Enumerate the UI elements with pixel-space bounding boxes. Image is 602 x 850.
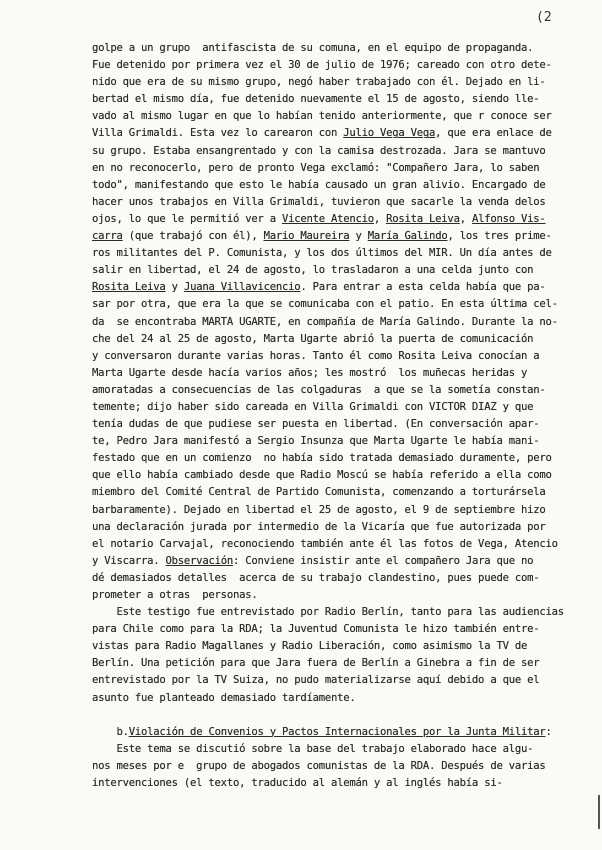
- text-line: [92, 143, 602, 160]
- underlined-name: Rosita Leiva: [386, 212, 460, 225]
- document-body: [92, 40, 602, 792]
- text-segment: barbaramente). Dejado en libertad el 25 de agosto, el 9 de septiembre hizo: [92, 503, 546, 516]
- text-line: [92, 314, 602, 331]
- text-line: [92, 57, 602, 74]
- text-line: [92, 553, 602, 570]
- text-segment: y conversaron durante varias horas. Tanto él como Rosita Leiva conocían a: [92, 349, 540, 362]
- page-number: (2: [536, 10, 552, 25]
- text-segment: Marta Ugarte desde hacía varios años; les mostró los muñecas heridas y: [92, 366, 528, 379]
- text-line: [92, 690, 602, 707]
- text-segment: :: [545, 725, 552, 738]
- text-segment: golpe a un grupo antifascista de su comuna, en el equipo de propaganda.: [92, 42, 534, 54]
- text-segment: prometer a otras personas.: [92, 589, 258, 601]
- text-segment: . Para entrar a esta celda había que pa-: [300, 281, 546, 294]
- text-segment: , que era enlace de: [435, 127, 552, 140]
- text-segment: amoratadas a consecuencias de las colgaduras a que se la sometía constan-: [92, 383, 546, 396]
- text-line: [92, 519, 602, 536]
- text-line: [92, 348, 602, 365]
- text-segment: te, Pedro Jara manifestó a Sergio Insunza que Marta Ugarte le había mani-: [92, 435, 540, 448]
- text-segment: bertad el mismo día, fue detenido nuevamente el 15 de agosto, siendo lle-: [92, 93, 540, 106]
- text-segment: : Conviene insistir ante el compañero Jara que no: [232, 554, 534, 567]
- text-segment: festado que en un comienzo no había sido tratada demasiado duramente, pero: [92, 452, 552, 465]
- text-line: [92, 365, 602, 382]
- text-line: [92, 125, 602, 142]
- text-segment: asunto fue planteado demasiado tardíamente.: [92, 691, 356, 704]
- text-line: [92, 621, 602, 638]
- text-line: [92, 672, 602, 689]
- text-line: [92, 399, 602, 416]
- text-segment: Este testigo fue entrevistado por Radio Berlín, tanto para las audiencias: [92, 606, 564, 619]
- text-segment: che del 24 al 25 de agosto, Marta Ugarte abrió la puerta de comunicación: [92, 332, 534, 345]
- underlined-name: Juana Villavicencio: [183, 281, 301, 294]
- text-line: [92, 160, 602, 177]
- text-line: [92, 40, 602, 57]
- text-segment: da se encontraba MARTA UGARTE, en compañía de María Galindo. Durante la no-: [92, 315, 558, 328]
- text-line: [92, 570, 602, 587]
- text-segment: en no reconocerlo, pero de pronto Vega exclamó: "Compañero Jara, lo saben: [92, 161, 540, 174]
- text-segment: sar por otra, que era la que se comunicaba con el patio. En esta última cel-: [92, 298, 558, 311]
- text-line: [92, 296, 602, 313]
- text-segment: vado al mismo lugar en que lo habían tenido anteriormente, que r conoce ser: [92, 110, 552, 123]
- text-segment: , los tres prime-: [447, 230, 552, 243]
- text-segment: Villa Grimaldi. Esta vez lo carearon con: [92, 127, 344, 140]
- text-segment: y: [349, 230, 368, 243]
- text-line: [92, 604, 602, 621]
- text-line: [92, 433, 602, 450]
- text-segment: intervenciones (el texto, traducido al alemán y al inglés había si-: [92, 777, 503, 790]
- text-segment: entrevistado por la TV Suiza, no pudo materializarse aquí debido a que el: [92, 674, 540, 687]
- text-line: [92, 279, 602, 296]
- text-segment: y: [165, 281, 184, 294]
- text-segment: vistas para Radio Magallanes y Radio Liberación, como asimismo la TV de: [92, 640, 528, 653]
- underlined-name: Violación de Convenios y Pactos Internacionales por la Junta Militar: [128, 725, 546, 738]
- text-line: [92, 245, 602, 262]
- underlined-name: Rosita Leiva: [92, 281, 166, 294]
- text-line: [92, 211, 602, 228]
- text-line: [92, 587, 602, 604]
- text-segment: temente; dijo haber sido careada en Villa Grimaldi con VICTOR DIAZ y que: [92, 400, 534, 413]
- text-line: [92, 450, 602, 467]
- text-segment: y Viscarra.: [92, 554, 166, 567]
- text-segment: b.: [92, 725, 129, 738]
- text-line: [92, 228, 602, 245]
- text-segment: el notario Carvajal, reconociendo también ante él las fotos de Vega, Atencio: [92, 537, 558, 550]
- text-line: [92, 775, 602, 792]
- text-line: [92, 194, 602, 211]
- text-segment: dé demasiados detalles acerca de su trabajo clandestino, pues puede com-: [92, 571, 540, 584]
- text-line: [92, 638, 602, 655]
- text-segment: tenía dudas de que pudiese ser puesta en libertad. (En conversación apar-: [92, 418, 540, 431]
- underlined-name: Alfonso Vis-: [471, 212, 546, 225]
- text-line: [92, 177, 602, 194]
- underlined-name: Vicente Atencio: [281, 212, 374, 225]
- text-segment: para Chile como para la RDA; la Juventud Comunista le hizo también entre-: [92, 623, 540, 636]
- text-line: [92, 91, 602, 108]
- text-segment: (que trabajó con él),: [122, 230, 264, 243]
- text-segment: ros militantes del P. Comunista, y los dos últimos del MIR. Un día antes de: [92, 247, 552, 260]
- text-segment: salir en libertad, el 24 de agosto, lo trasladaron a una celda junto con: [92, 264, 534, 277]
- text-segment: Este tema se discutió sobre la base del trabajo elaborado hace algu-: [92, 742, 534, 755]
- text-line: [92, 484, 602, 501]
- underlined-name: carra: [92, 230, 123, 243]
- text-line: [92, 741, 602, 758]
- text-line: [92, 655, 602, 672]
- text-segment: ,: [459, 212, 472, 225]
- text-line: [92, 502, 602, 519]
- text-segment: hacer unos trabajos en Villa Grimaldi, tuvieron que sacarle la venda delos: [92, 195, 546, 208]
- text-segment: nos meses por e grupo de abogados comunistas de la RDA. Después de varias: [92, 759, 546, 772]
- text-segment: todo", manifestando que esto le había causado un gran alivio. Encargado de: [92, 178, 546, 191]
- text-segment: que ello había cambiado desde que Radio Moscú se había referido a ella como: [92, 469, 552, 482]
- text-segment: ojos, lo que le permitió ver a: [92, 212, 282, 225]
- text-line: [92, 416, 602, 433]
- underlined-name: Julio Vega Vega: [343, 127, 436, 140]
- text-line: [92, 382, 602, 399]
- scan-edge-mark: [598, 795, 600, 829]
- text-line: [92, 74, 602, 91]
- underlined-name: Observación: [165, 554, 233, 567]
- text-segment: una declaración jurada por intermedio de la Vicaría que fue autorizada por: [92, 520, 546, 533]
- text-segment: ,: [373, 212, 387, 225]
- text-segment: Fue detenido por primera vez el 30 de julio de 1976; careado con otro dete-: [92, 59, 552, 72]
- text-line: [92, 467, 602, 484]
- underlined-name: Mario Maureira: [263, 230, 350, 243]
- text-segment: nido que era de su mismo grupo, negó haber trabajado con él. Dejado en li-: [92, 76, 546, 89]
- text-line: [92, 724, 602, 741]
- text-segment: su grupo. Estaba ensangrentado y con la camisa destrozada. Jara se mantuvo: [92, 144, 546, 157]
- text-segment: Berlín. Una petición para que Jara fuera de Berlín a Ginebra a fin de ser: [92, 657, 540, 670]
- text-line: [92, 536, 602, 553]
- text-line: [92, 707, 602, 724]
- text-line: [92, 331, 602, 348]
- text-line: [92, 758, 602, 775]
- text-line: [92, 108, 602, 125]
- text-segment: miembro del Comité Central de Partido Comunista, comenzando a torturársela: [92, 486, 546, 499]
- text-line: [92, 262, 602, 279]
- underlined-name: María Galindo: [367, 230, 448, 243]
